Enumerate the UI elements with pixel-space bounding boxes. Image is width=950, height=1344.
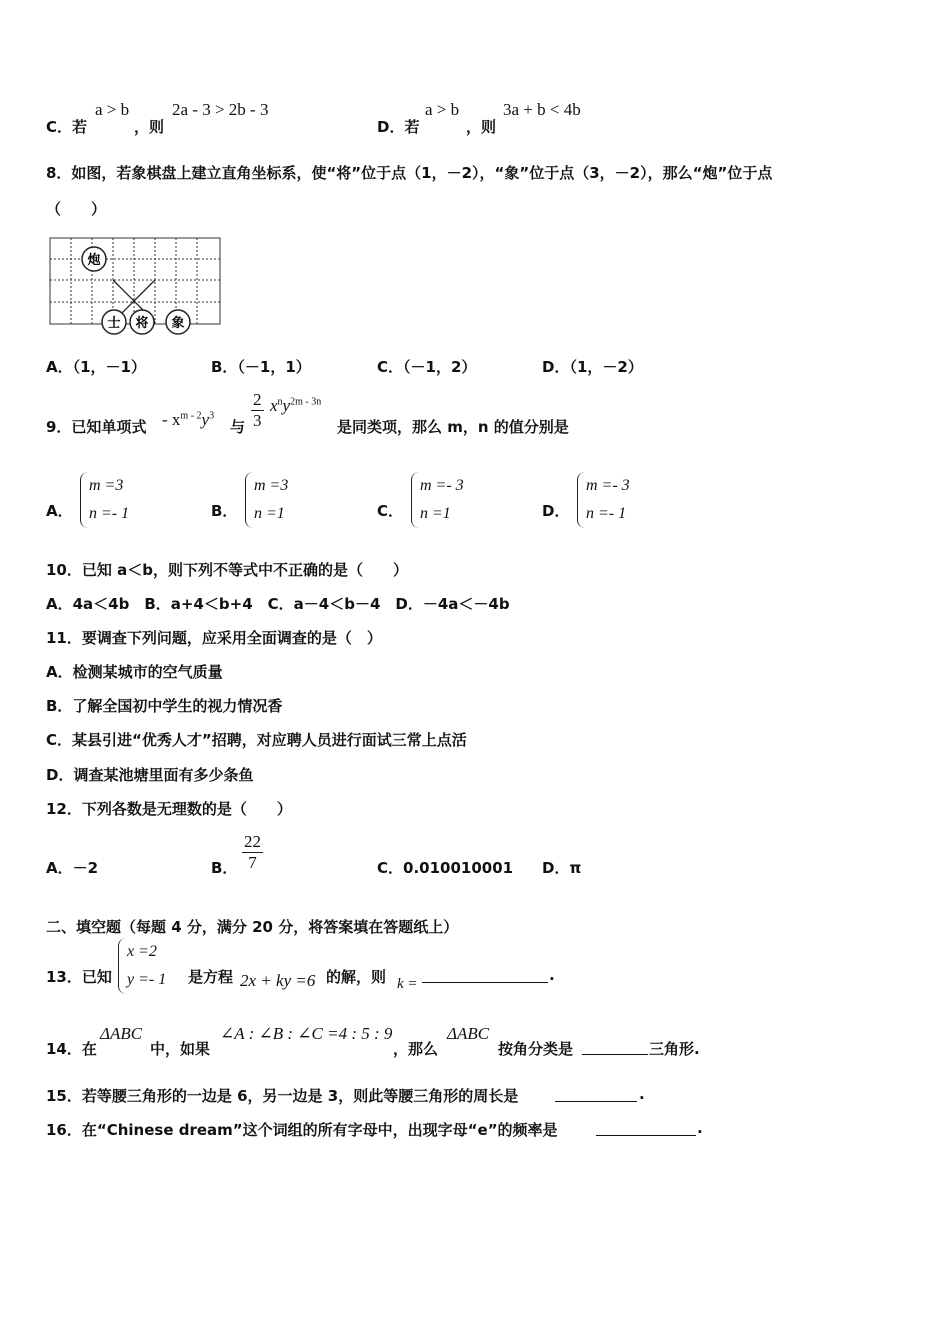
- q7-d-then: ，则: [466, 118, 497, 136]
- q7-d-condition: a > b: [425, 100, 460, 119]
- q9-suffix: 是同类项，那么 m，n 的值分别是: [337, 418, 569, 436]
- q13-end: .: [549, 966, 555, 984]
- q9-and: 与: [230, 418, 246, 436]
- q12-option-d: D．π: [542, 859, 582, 877]
- q7-option-c: C．若: [46, 118, 88, 136]
- q11-option-a: A．检测某城市的空气质量: [46, 663, 223, 681]
- q11-option-c: C．某县引进“优秀人才”招聘，对应聘人员进行面试三常上点活: [46, 731, 467, 749]
- q9-monomial-2: $x^ny^{2m - 3n}$: [270, 396, 322, 415]
- piece-pao: [82, 247, 106, 271]
- q7-option-d: D．若: [377, 118, 420, 136]
- q14-triangle: ΔABC: [100, 1024, 143, 1043]
- q8-option-b: B．（－1，1）: [211, 358, 311, 376]
- q13-equation: 2x + ky =6: [240, 971, 316, 990]
- q14-then: ，那么: [393, 1040, 439, 1058]
- q13-mid: 是方程: [188, 968, 234, 986]
- q7-c-result: 2a - 3 > 2b - 3: [172, 100, 269, 119]
- q14-triangle-2: ΔABC: [447, 1024, 490, 1043]
- q9-c-system: m =- 3 n =1: [411, 472, 464, 528]
- q13-tail: 的解，则: [326, 968, 387, 986]
- q13-label: 13．已知: [46, 968, 112, 986]
- q14-end: 三角形.: [649, 1040, 700, 1058]
- piece-xiang: [166, 310, 190, 334]
- piece-shi: [102, 310, 126, 334]
- q9-d-system: m =- 3 n =- 1: [577, 472, 630, 528]
- q9-c-label: C．: [377, 502, 404, 520]
- q9-fraction: $\frac{2}{3}$: [253, 390, 262, 430]
- q9-a-label: A．: [46, 502, 73, 520]
- q11-option-d: D．调查某池塘里面有多少条鱼: [46, 766, 254, 784]
- q13-system: x =2 y =- 1: [118, 938, 166, 994]
- q12-stem: 12．下列各数是无理数的是（ ）: [46, 800, 292, 818]
- q15-end: .: [639, 1085, 645, 1103]
- q15-answer-blank[interactable]: [555, 1085, 637, 1106]
- q12-option-b-fraction: $\frac{22}{7}$: [244, 832, 261, 872]
- q14-ratio: ∠A : ∠B : ∠C =4 : 5 : 9: [220, 1024, 393, 1043]
- q16-end: .: [697, 1119, 703, 1137]
- q12-option-c: C．0.010010001: [377, 859, 514, 877]
- chess-board-figure: [46, 232, 226, 336]
- q10-stem: 10．已知 a＜b，则下列不等式中不正确的是（ ）: [46, 561, 408, 579]
- q9-b-label: B．: [211, 502, 238, 520]
- q7-c-condition: a > b: [95, 100, 130, 119]
- section-heading: 二、填空题（每题 4 分，满分 20 分，将答案填在答题纸上）: [46, 918, 459, 936]
- q14-mid: 中，如果: [150, 1040, 211, 1058]
- q9-d-label: D．: [542, 502, 570, 520]
- q11-stem: 11．要调查下列问题，应采用全面调查的是（ ）: [46, 629, 382, 647]
- q16-text: 16．在“Chinese dream”这个词组的所有字母中，出现字母“e”的频率是: [46, 1121, 558, 1139]
- q12-option-a: A．－2: [46, 859, 99, 877]
- q14-tail: 按角分类是: [498, 1040, 574, 1058]
- q7-c-then: ，则: [134, 118, 165, 136]
- q9-prefix: 9．已知单项式: [46, 418, 147, 436]
- q9-a-system: m =3 n =- 1: [80, 472, 129, 528]
- q7-d-result: 3a + b < 4b: [503, 100, 581, 119]
- q15-text: 15．若等腰三角形的一边是 6，另一边是 3，则此等腰三角形的周长是: [46, 1087, 519, 1105]
- q8-option-a: A．（1，－1）: [46, 358, 146, 376]
- piece-jiang: [130, 310, 154, 334]
- q9-b-system: m =3 n =1: [245, 472, 288, 528]
- piece-label: 象: [171, 316, 185, 331]
- q8-paren: （ ）: [46, 200, 107, 218]
- q9-monomial-1: - $x^{m - 2}y^3$: [162, 410, 215, 429]
- piece-label: 士: [107, 316, 121, 331]
- piece-label: 将: [135, 316, 149, 331]
- q16-answer-blank[interactable]: [596, 1119, 696, 1140]
- q13-answer-blank[interactable]: [422, 966, 548, 987]
- q14-label: 14．在: [46, 1040, 97, 1058]
- q8-option-d: D．（1，－2）: [542, 358, 643, 376]
- q8-option-c: C．（－1，2）: [377, 358, 477, 376]
- piece-label: 炮: [87, 253, 101, 268]
- q8-stem: 8．如图，若象棋盘上建立直角坐标系，使“将”位于点（1，－2），“象”位于点（3，－2），那么“炮”位于点: [46, 164, 773, 182]
- q11-option-b: B．了解全国初中学生的视力情况香: [46, 697, 283, 715]
- q10-options: A．4a＜4b B．a+4＜b+4 C．a－4＜b－4 D．－4a＜－4b: [46, 595, 510, 613]
- q13-k: k =: [397, 976, 418, 992]
- q12-option-b-label: B．: [211, 859, 238, 877]
- q14-answer-blank[interactable]: [582, 1038, 648, 1059]
